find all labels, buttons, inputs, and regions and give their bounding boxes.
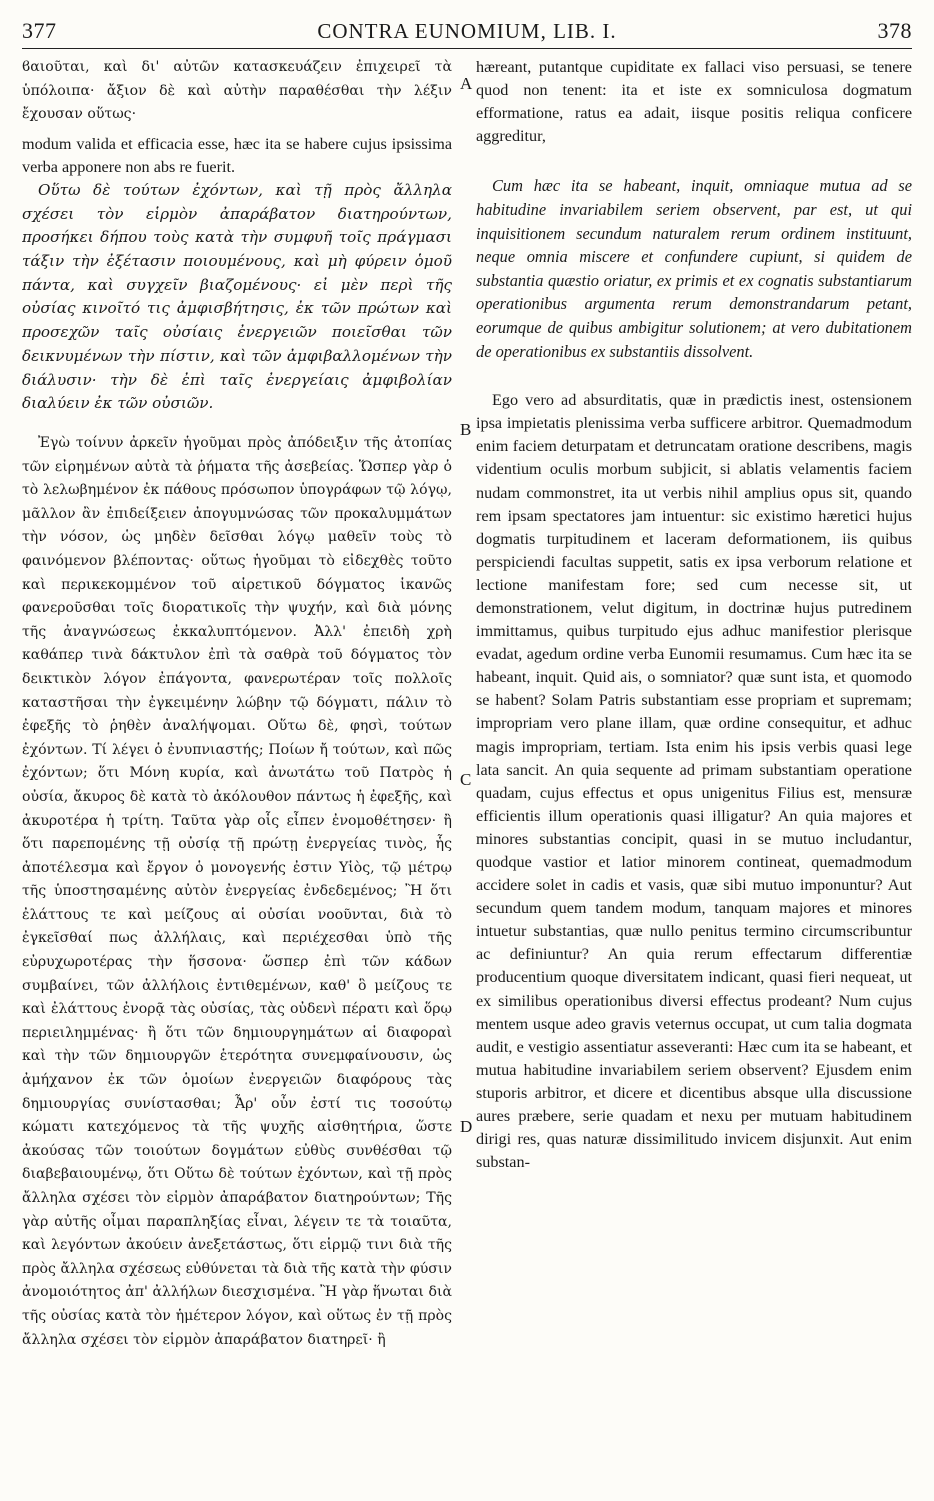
margin-marker-c: C (460, 770, 472, 789)
greek-body-text: Ἐγὼ τοίνυν ἀρκεῖν ἡγοῦμαι πρὸς ἀπόδειξιν τῆς ἀτοπίας τῶν εἰρημένων αὐτὰ τὰ ῥήματα τῆς ἀσεβείας. Ὥσπερ γὰρ ὁ τὸ λελωβημένον ἐκ πάθους πρόσωπον ὑπογράφων τῷ λόγῳ, μᾶλλον ἂν ἐπιδείξειεν ἀπογυμνώσας τῶν προκαλυμμάτων τὴν νόσον, ὡς μηδὲν δεῖσθαι λόγῳ μαθεῖν τοὺς τὸ φαινόμενον βλέποντας· οὕτως ἡγοῦμαι τὸ εἰδεχθὲς τοῦτο καὶ περικεκομμένον τοῦ αἱρετικοῦ δόγματος ἱκανῶς φανεροῦσθαι τοῖς διορατικοῖς τὴν ψυχήν, καὶ διὰ μόνης τῆς ἀναγνώσεως ἐκκαλυπτόμενον. Ἀλλ' ἐπειδὴ χρὴ καθάπερ τινὰ δάκτυλον ἐπὶ τὰ σαθρὰ τοῦ δόγματος τὸν δεικτικὸν λόγον ἐπάγοντα, φανερωτέραν τοῖς πολλοῖς καταστῆσαι τὴν ἐγκειμένην λώβην τῷ δόγματι, πάλιν τὸ ἐφεξῆς τὸ ῥηθὲν ἀναλήψομαι. Οὕτω δὲ, φησὶ, τούτων ἐχόντων. Τί λέγει ὁ ἐνυπνιαστής; Ποίων ἤ τούτων, καὶ πῶς ἐχόντων; ὅτι Μόνη κυρία, καὶ ἀνωτάτω τοῦ Πατρὸς ἡ οὐσία, ἄκυρος δὲ κατὰ τὸ ἀκόλουθον πάντως ἡ ἐφεξῆς, καὶ ἀκυροτέρα ἡ τρίτη. Ταῦτα γὰρ οἷς εἶπεν ἐνομοθέτησεν· ἢ ὅτι παρεπομένης τῇ οὐσίᾳ τῇ πρώτῃ ἐνεργείας τινὸς, ἧς ἀποτέλεσμα καὶ ἔργον ὁ μονογενής ἐστιν Υἱὸς, τῷ μέτρῳ τῆς ὑποστησαμένης αὐτὸν ἐνεργείας ἐνδεδεμένος; Ἢ ὅτι ἐλάττους τε καὶ μείζους αἱ οὐσίαι νοοῦνται, διὰ τὸ ἐγκεῖσθαί πως ἀλλήλαις, καὶ περιέχεσθαι ὑπὸ τῆς εὐρυχωροτέρας τὴν ἥσσονα· ὥσπερ ἐπὶ τῶν κάδων συμβαίνει, τῶν ἀλλήλοις ἐντιθεμένων, καθ' ὃ μείζους τε καὶ ἐλάττους ἐνορᾷ τὰς οὐσίας, τὰς οὐδενὶ πέρατι καὶ ὅρῳ περιειλημμένας· ἢ ὅτι τῶν δημιουργημάτων αἱ διαφοραὶ καὶ τὴν τῶν δημιουργῶν ἑτερότητα συνεμφαίνουσιν, ὡς ἀμήχανον ἐκ τῶν ὁμοίων ἐνεργειῶν διαφόρους τὰς δημιουργίας συνίστασθαι; Ἆρ' οὖν ἐστί τις τοσούτῳ κώματι κατεχόμενος τὰ τῆς ψυχῆς αἰσθητήρια, ὥστε ἀκούσας τῶν τοιούτων δογμάτων εὐθὺς συνθέσθαι τῷ διαβεβαιουμένῳ, ὅτι Οὕτω δὲ τούτων ἐχόντων, καὶ τῇ πρὸς ἄλληλα σχέσει τὸν εἱρμὸν ἀπαράβατον διατηρούντων; Τῆς γὰρ αὐτῆς οἶμαι παραπληξίας εἶναι, λέγειν τε τὰ τοιαῦτα, καὶ λεγόντων ἀκούειν ἀνεξετάστως, ὅτι εἱρμῷ τινι διὰ τῆς πρὸς ἄλληλα σχέσεως εὐθύνεται τὰ διὰ τῆς κατὰ τὴν φύσιν ἀνομοιότητος ἀπ' ἀλλήλων διεσχισμένα. Ἢ γὰρ ἥνωται διὰ τῆς οὐσίας κατὰ τὸν ἡμέτερον λόγον, καὶ οὕτως ἐν τῇ πρὸς ἄλληλα σχέσει τὸν εἱρμὸν ἀπαράβατον διατηρεῖ· ἢ (22, 435, 452, 1348)
latin-body-text: Ego vero ad absurditatis, quæ in prædictis inest, ostensionem ipsa impietatis plenissima verba sufficere arbitror. Quemadmodum enim faciem deturpatam et detruncatam oratione describens, magis videntium oculis morbum subjicit, si ablatis velamentis faciem nudam commonstret, ita ut verbis nihil amplius opus sit, quando rem ipsam spectatores jam intuentur: sic existimo hæretici hujus dogmatis turpitudinem et laceram deformationem, iis quibus perspiciendi facultas suppetit, satis ex ipsa verborum relatione et lectione manifestam fore; sed cum necesse sit, ut demonstrationem, velut digitum, in doctrinæ hujus putredinem immittamus, quibus turpitudo ejus adhuc manifestior plerisque evadat, agedum ordine verba Eunomii resumamus. Cum hæc ita se habeant, inquit. Quid ais, o somniator? quæ sunt ista, et quomodo se habent? Solam Patris substantiam esse propriam et supremam; impropriam vero plane illam, quæ ordine consequitur, et adhuc magis impropriam, tertiam. Ista enim his ipsis verbis quasi lege lata sancit. An quia sequente ad primam substantiam operatione quadam, cujus effectus et opus unigenitus Filius est, mensuræ efficientis illum operationis quasi illigatur? An quia majores et minores substantias concipit, quasi in se mutuo includantur, quodque vastior et latior minorem contineat, quemadmodum accidere solet in cadis et vasis, quæ sibi mutuo imponuntur? Aut secundum quem tandem modum, tanquam majores et minores intuetur substantias, quæ nullo penitus termino circumscribuntur ac definiuntur? An quia rerum effectarum differentiæ producentium quoque diversitatem indicant, quasi fieri nequeat, ut ex similibus operationibus diversi effectus prodeant? Num cujus mentem usque adeo gravis veternus occupat, ut cum talia dogmata audit, e vestigio assentiatur asseveranti: Hæc cum ita se habeant, et mutua habitudine invariabilem seriem observent? Ejusdem enim stuporis arbitror, et dicere et dicentibus absque ulla discussione aures præbere, serie quadam et nexu per mutuam habitudinem dirigi res, quas naturæ dissimilitudo invicem disjunxit. Aut enim substan- (476, 391, 912, 1172)
greek-intro-text: ϐαιοῦται, καὶ δι' αὐτῶν κατασκευάζειν ἐπιχειρεῖ τὰ ὑπόλοιπα· ἄξιον δὲ καὶ αὐτὴν παραθέσθαι τὴν λέξιν ἔχουσαν οὕτως· (22, 59, 452, 123)
greek-quotation: Οὕτω δὲ τούτων ἐχόντων, καὶ τῇ πρὸς ἄλληλα σχέσει τὸν εἱρμὸν ἀπαράβατον διατηρούντων, προσήκει δήπου τοὺς κατὰ τὴν συμφυῆ τοῖς πράγμασι τάξιν τὴν ἐξέτασιν ποιουμένους, καὶ μὴ φύρειν ὁμοῦ πάντα, καὶ συγχεῖν βιαζομένους· εἰ μὲν περὶ τῆς οὐσίας κινοῖτό τις ἀμφισβήτησις, ἐκ τῶν πρώτων καὶ προσεχῶν ταῖς οὐσίαις ἐνεργειῶν ποιεῖσθαι τῶν δεικνυμένων τὴν πίστιν, καὶ τῶν ἀμφιβαλλομένων τὴν διάλυσιν· τὴν δὲ ἐπὶ ταῖς ἐνεργείαις ἀμφιβολίαν διαλύειν ἐκ τῶν οὐσιῶν. (22, 180, 452, 413)
latin-column (476, 56, 912, 1485)
margin-marker-d: D (460, 1117, 473, 1136)
latin-intro-text: hæreant, putantque cupiditate ex fallaci viso persuasi, se tenere quod non tenent: ita et iste ex somniculosa dogmatum efformatione, ratus ea adait, iisque positis reliqua conficere aggreditur, (476, 58, 912, 146)
margin-marker-b: B (460, 420, 472, 439)
margin-marker-a: A (460, 74, 473, 93)
latin-intro-continuation: modum valida et efficacia esse, hæc ita se habere cujus ipsissima verba apponere non abs re fuerit. (22, 134, 452, 176)
running-header (22, 8, 912, 44)
running-title: CONTRA EUNOMIUM, LIB. I. (317, 19, 617, 43)
latin-quotation: Cum hæc ita se habeant, inquit, omniaque mutua ad se habitudine invariabilem seriem observent, par est, ut qui inquisitionem secundum naturalem rerum ordinem instituunt, neque omnia miscere et confundere cupiunt, si quidem de substantia quæstio oriatur, ex primis et ex cognatis substantiarum operationibus argumenta rerum demonstrandarum petant, eorumque de quibus ambigitur solutionem; at vero dubitationem de operationibus ex substantiis dissolvent. (476, 176, 912, 361)
greek-column (22, 56, 452, 1485)
right-page-number: 378 (877, 18, 912, 43)
header-rule (22, 48, 912, 49)
left-page-number: 377 (22, 18, 57, 43)
